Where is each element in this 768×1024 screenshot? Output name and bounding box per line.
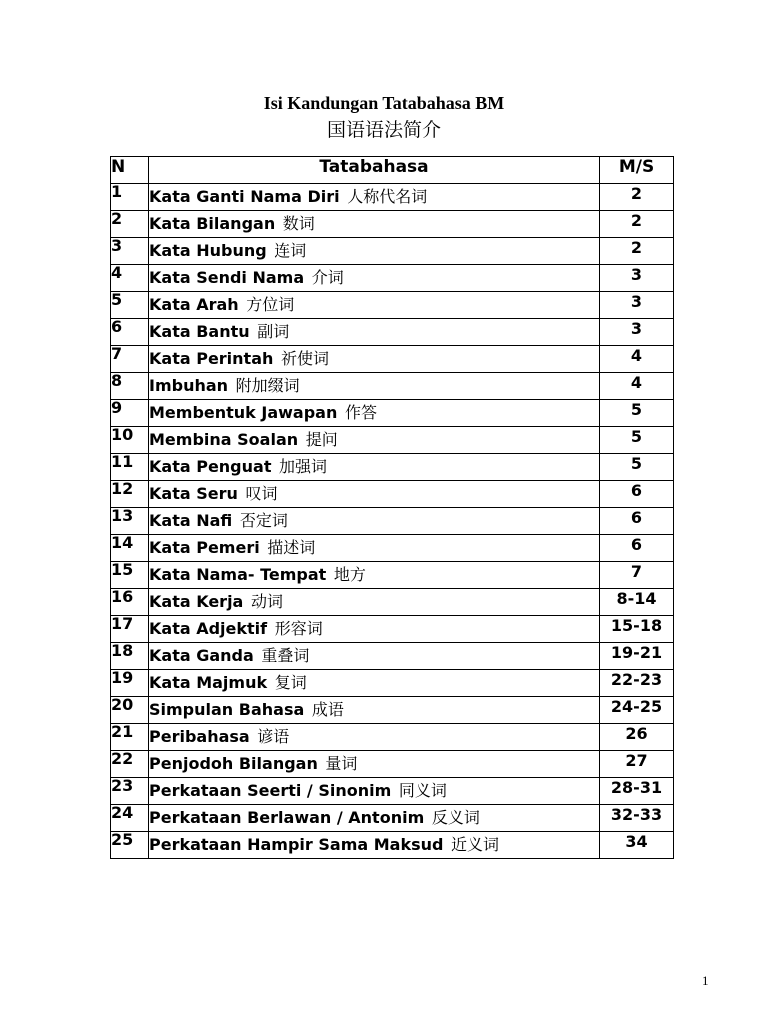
topic-malay: Kata Ganda bbox=[149, 646, 254, 665]
row-page: 19-21 bbox=[600, 643, 674, 670]
topic-chinese: 作答 bbox=[344, 403, 377, 422]
row-topic bbox=[149, 238, 600, 265]
row-number-text: 20 bbox=[111, 696, 134, 714]
row-topic bbox=[149, 562, 600, 589]
header-page: M/S bbox=[600, 157, 674, 184]
row-page: 34 bbox=[600, 832, 674, 859]
contents-table bbox=[110, 156, 674, 859]
row-topic bbox=[149, 400, 600, 427]
row-topic bbox=[149, 265, 600, 292]
row-number bbox=[111, 211, 149, 238]
topic-chinese: 重叠词 bbox=[261, 646, 310, 665]
row-number bbox=[111, 265, 149, 292]
row-number-text: 5 bbox=[111, 291, 123, 309]
topic-chinese: 副词 bbox=[257, 322, 290, 341]
row-number-text: 25 bbox=[111, 831, 134, 849]
row-page: 2 bbox=[600, 211, 674, 238]
row-topic bbox=[149, 292, 600, 319]
topic-chinese: 复词 bbox=[274, 673, 307, 692]
topic-chinese: 方位词 bbox=[246, 295, 295, 314]
topic-malay: Kata Ganti Nama Diri bbox=[149, 187, 340, 206]
topic-malay: Kata Majmuk bbox=[149, 673, 268, 692]
topic-malay: Kata Adjektif bbox=[149, 619, 268, 638]
row-number bbox=[111, 346, 149, 373]
row-topic bbox=[149, 184, 600, 211]
row-page: 26 bbox=[600, 724, 674, 751]
row-number-text: 3 bbox=[111, 237, 123, 255]
row-number-text: 7 bbox=[111, 345, 123, 363]
table-row bbox=[111, 670, 674, 697]
topic-malay: Kata Seru bbox=[149, 484, 238, 503]
row-number bbox=[111, 562, 149, 589]
row-topic bbox=[149, 454, 600, 481]
row-number bbox=[111, 778, 149, 805]
topic-malay: Kata Arah bbox=[149, 295, 239, 314]
row-page: 3 bbox=[600, 265, 674, 292]
row-number bbox=[111, 535, 149, 562]
topic-malay: Kata Pemeri bbox=[149, 538, 260, 557]
table-row bbox=[111, 265, 674, 292]
row-number bbox=[111, 643, 149, 670]
row-number-text: 22 bbox=[111, 750, 134, 768]
row-number-text: 14 bbox=[111, 534, 134, 552]
row-number-text: 2 bbox=[111, 210, 123, 228]
row-page: 27 bbox=[600, 751, 674, 778]
row-number-text: 23 bbox=[111, 777, 134, 795]
row-topic bbox=[149, 616, 600, 643]
topic-malay: Kata Nafi bbox=[149, 511, 233, 530]
row-topic bbox=[149, 346, 600, 373]
topic-chinese: 近义词 bbox=[451, 835, 500, 854]
row-number-text: 15 bbox=[111, 561, 134, 579]
table-row bbox=[111, 778, 674, 805]
row-number-text: 18 bbox=[111, 642, 134, 660]
table-row bbox=[111, 211, 674, 238]
topic-malay: Kata Bantu bbox=[149, 322, 250, 341]
table-row bbox=[111, 292, 674, 319]
row-number bbox=[111, 832, 149, 859]
topic-chinese: 描述词 bbox=[267, 538, 316, 557]
topic-chinese: 谚语 bbox=[257, 727, 290, 746]
table-row bbox=[111, 508, 674, 535]
table-row bbox=[111, 643, 674, 670]
row-number-text: 17 bbox=[111, 615, 134, 633]
row-page: 5 bbox=[600, 400, 674, 427]
topic-chinese: 量词 bbox=[325, 754, 358, 773]
topic-chinese: 介词 bbox=[311, 268, 344, 287]
row-number-text: 21 bbox=[111, 723, 134, 741]
row-number bbox=[111, 400, 149, 427]
topic-chinese: 形容词 bbox=[274, 619, 323, 638]
topic-malay: Kata Bilangan bbox=[149, 214, 276, 233]
topic-chinese: 加强词 bbox=[279, 457, 328, 476]
row-topic bbox=[149, 643, 600, 670]
row-number bbox=[111, 616, 149, 643]
row-topic bbox=[149, 751, 600, 778]
row-number-text: 16 bbox=[111, 588, 134, 606]
topic-malay: Perkataan Hampir Sama Maksud bbox=[149, 835, 444, 854]
row-topic bbox=[149, 211, 600, 238]
row-page: 32-33 bbox=[600, 805, 674, 832]
document-title: Isi Kandungan Tatabahasa BM bbox=[263, 93, 505, 113]
table-header-row bbox=[111, 157, 674, 184]
header-number: N bbox=[111, 157, 149, 184]
row-page: 6 bbox=[600, 535, 674, 562]
row-page: 15-18 bbox=[600, 616, 674, 643]
row-page: 6 bbox=[600, 508, 674, 535]
topic-malay: Imbuhan bbox=[149, 376, 229, 395]
row-number bbox=[111, 670, 149, 697]
row-page: 3 bbox=[600, 319, 674, 346]
table-row bbox=[111, 400, 674, 427]
topic-chinese: 反义词 bbox=[431, 808, 480, 827]
topic-chinese: 同义词 bbox=[398, 781, 447, 800]
table-row bbox=[111, 751, 674, 778]
topic-malay: Perkataan Berlawan / Antonim bbox=[149, 808, 425, 827]
row-number bbox=[111, 724, 149, 751]
table-row bbox=[111, 481, 674, 508]
topic-chinese: 成语 bbox=[311, 700, 344, 719]
row-page: 3 bbox=[600, 292, 674, 319]
row-page: 22-23 bbox=[600, 670, 674, 697]
row-page: 2 bbox=[600, 238, 674, 265]
row-number bbox=[111, 589, 149, 616]
row-topic bbox=[149, 535, 600, 562]
row-page: 4 bbox=[600, 346, 674, 373]
topic-malay: Penjodoh Bilangan bbox=[149, 754, 318, 773]
topic-chinese: 祈使词 bbox=[280, 349, 329, 368]
row-topic bbox=[149, 670, 600, 697]
topic-malay: Simpulan Bahasa bbox=[149, 700, 305, 719]
row-page: 5 bbox=[600, 454, 674, 481]
row-number bbox=[111, 697, 149, 724]
table-row bbox=[111, 184, 674, 211]
topic-malay: Kata Nama- Tempat bbox=[149, 565, 327, 584]
table-row bbox=[111, 427, 674, 454]
table-row bbox=[111, 454, 674, 481]
topic-chinese: 动词 bbox=[250, 592, 283, 611]
topic-malay: Membentuk Jawapan bbox=[149, 403, 338, 422]
row-number-text: 12 bbox=[111, 480, 134, 498]
topic-malay: Membina Soalan bbox=[149, 430, 299, 449]
topic-malay: Kata Penguat bbox=[149, 457, 272, 476]
table-row bbox=[111, 616, 674, 643]
row-number bbox=[111, 373, 149, 400]
topic-malay: Kata Kerja bbox=[149, 592, 244, 611]
row-number bbox=[111, 508, 149, 535]
topic-malay: Kata Perintah bbox=[149, 349, 274, 368]
table-row bbox=[111, 832, 674, 859]
table-row bbox=[111, 373, 674, 400]
topic-chinese: 数词 bbox=[282, 214, 315, 233]
table-row bbox=[111, 535, 674, 562]
row-number bbox=[111, 454, 149, 481]
row-number bbox=[111, 292, 149, 319]
topic-chinese: 叹词 bbox=[245, 484, 278, 503]
table-row bbox=[111, 238, 674, 265]
page-number: 1 bbox=[702, 973, 709, 988]
table-row bbox=[111, 562, 674, 589]
row-page: 5 bbox=[600, 427, 674, 454]
row-number-text: 1 bbox=[111, 183, 123, 201]
row-topic bbox=[149, 481, 600, 508]
row-number-text: 8 bbox=[111, 372, 123, 390]
row-page: 7 bbox=[600, 562, 674, 589]
row-topic bbox=[149, 697, 600, 724]
row-number-text: 19 bbox=[111, 669, 134, 687]
row-topic bbox=[149, 589, 600, 616]
row-number-text: 13 bbox=[111, 507, 134, 525]
row-number bbox=[111, 184, 149, 211]
row-topic bbox=[149, 508, 600, 535]
row-page: 4 bbox=[600, 373, 674, 400]
row-page: 6 bbox=[600, 481, 674, 508]
row-topic bbox=[149, 319, 600, 346]
row-topic bbox=[149, 373, 600, 400]
topic-chinese: 否定词 bbox=[239, 511, 288, 530]
row-number bbox=[111, 481, 149, 508]
document-subtitle: 国语语法简介 bbox=[326, 119, 441, 141]
row-number bbox=[111, 427, 149, 454]
table-row bbox=[111, 697, 674, 724]
table-row bbox=[111, 319, 674, 346]
row-page: 28-31 bbox=[600, 778, 674, 805]
table-row bbox=[111, 724, 674, 751]
row-topic bbox=[149, 778, 600, 805]
topic-chinese: 附加缀词 bbox=[235, 376, 300, 395]
topic-malay: Kata Hubung bbox=[149, 241, 267, 260]
row-number-text: 4 bbox=[111, 264, 123, 282]
row-topic bbox=[149, 832, 600, 859]
row-number bbox=[111, 751, 149, 778]
row-number-text: 9 bbox=[111, 399, 123, 417]
row-number-text: 24 bbox=[111, 804, 134, 822]
topic-chinese: 提问 bbox=[305, 430, 338, 449]
row-number bbox=[111, 319, 149, 346]
topic-malay: Peribahasa bbox=[149, 727, 250, 746]
row-topic bbox=[149, 724, 600, 751]
topic-chinese: 地方 bbox=[333, 565, 366, 584]
row-number-text: 10 bbox=[111, 426, 134, 444]
topic-malay: Perkataan Seerti / Sinonim bbox=[149, 781, 392, 800]
topic-malay: Kata Sendi Nama bbox=[149, 268, 305, 287]
row-topic bbox=[149, 805, 600, 832]
row-topic bbox=[149, 427, 600, 454]
header-topic: Tatabahasa bbox=[149, 157, 600, 184]
topic-chinese: 连词 bbox=[274, 241, 307, 260]
row-number bbox=[111, 805, 149, 832]
table-row bbox=[111, 589, 674, 616]
topic-chinese: 人称代名词 bbox=[347, 187, 428, 206]
row-page: 2 bbox=[600, 184, 674, 211]
row-number-text: 11 bbox=[111, 453, 134, 471]
row-page: 24-25 bbox=[600, 697, 674, 724]
table-row bbox=[111, 805, 674, 832]
row-number-text: 6 bbox=[111, 318, 123, 336]
row-page: 8-14 bbox=[600, 589, 674, 616]
table-row bbox=[111, 346, 674, 373]
row-number bbox=[111, 238, 149, 265]
